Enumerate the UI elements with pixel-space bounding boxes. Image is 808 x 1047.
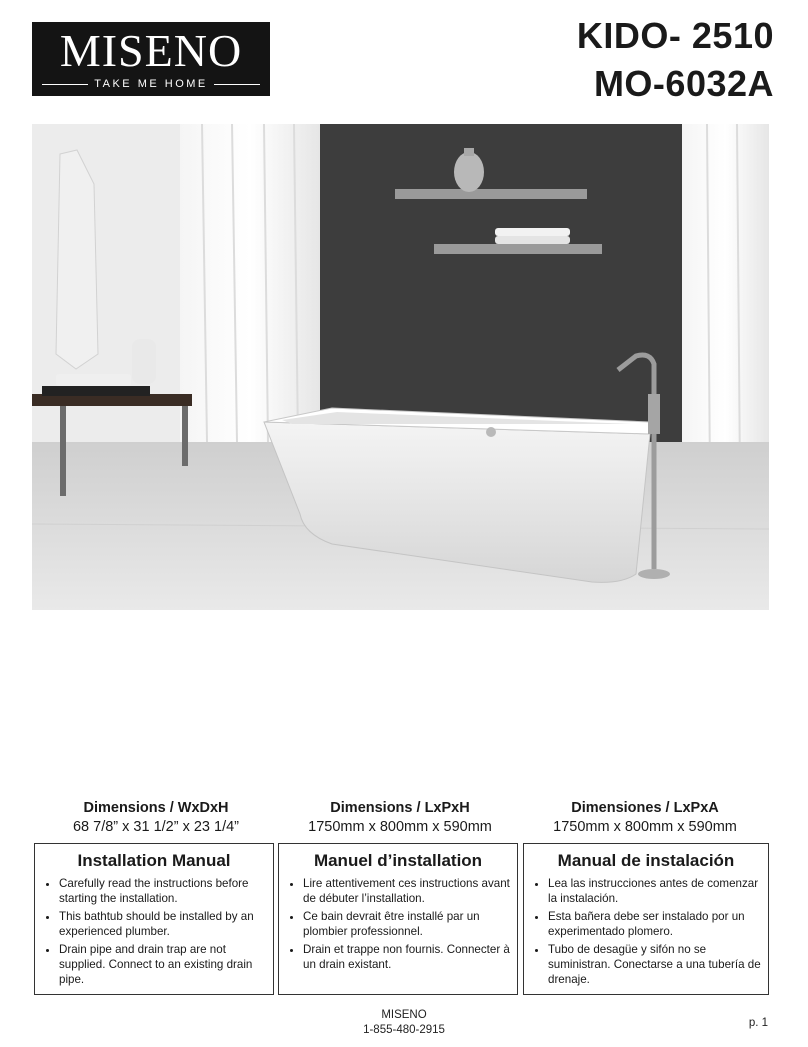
page-number: p. 1	[748, 1017, 768, 1029]
installation-manual-spanish	[523, 843, 769, 995]
list-item: • Lire attentivement ces instructions avant de débuter l’installation.	[303, 876, 511, 906]
dimensions-spanish	[523, 799, 767, 837]
logo-wordmark: MISENO	[59, 25, 243, 76]
model-number-2: MO-6032A	[593, 63, 774, 104]
list-item: • Carefully read the instructions before starting the installation.	[59, 876, 267, 906]
installation-manual-english	[34, 843, 274, 995]
manual-title: Manuel d’installation	[313, 851, 483, 870]
list-item: • Drain et trappe non fournis. Connecter à un drain existant.	[303, 942, 511, 972]
dimensions-french	[278, 799, 522, 837]
logo-tagline: TAKE ME HOME	[94, 78, 208, 90]
product-photo	[32, 124, 769, 610]
dimensions-title: Dimensiones / LxPxA	[571, 800, 719, 816]
footer-brand: MISENO	[381, 1009, 427, 1021]
model-number-1: KIDO- 2510	[576, 15, 774, 56]
dimensions-value: 1750mm x 800mm x 590mm	[308, 819, 492, 835]
list-item: • Esta bañera debe ser instalado por un experimentado plomero.	[548, 909, 762, 939]
list-item: • Lea las instrucciones antes de comenzar la instalación.	[548, 876, 762, 906]
dimensions-value: 1750mm x 800mm x 590mm	[553, 819, 737, 835]
installation-manual-french	[278, 843, 518, 995]
dimensions-english	[34, 799, 278, 837]
model-numbers	[577, 12, 774, 108]
footer-phone: 1-855-480-2915	[363, 1024, 445, 1036]
list-item: • This bathtub should be installed by an experienced plumber.	[59, 909, 267, 939]
dimensions-value: 68 7/8” x 31 1/2” x 23 1/4”	[72, 819, 240, 835]
manual-title: Installation Manual	[77, 851, 231, 870]
manual-list	[41, 876, 267, 987]
list-item: • Ce bain devrait être installé par un plombier professionnel.	[303, 909, 511, 939]
dimensions-title: Dimensions / WxDxH	[83, 800, 229, 816]
bathroom-illustration	[32, 124, 769, 610]
list-item: • Tubo de desagüe y sifón no se suministran. Conectarse a una tubería de drenaje.	[548, 942, 762, 987]
brand-logo	[32, 22, 270, 96]
manual-list	[285, 876, 511, 972]
dimensions-title: Dimensions / LxPxH	[330, 800, 470, 816]
manual-list	[530, 876, 762, 987]
logo-rule-right	[214, 84, 260, 85]
manual-title: Manual de instalación	[557, 851, 735, 870]
list-item: • Drain pipe and drain trap are not supplied. Connect to an existing drain pipe.	[59, 942, 267, 987]
